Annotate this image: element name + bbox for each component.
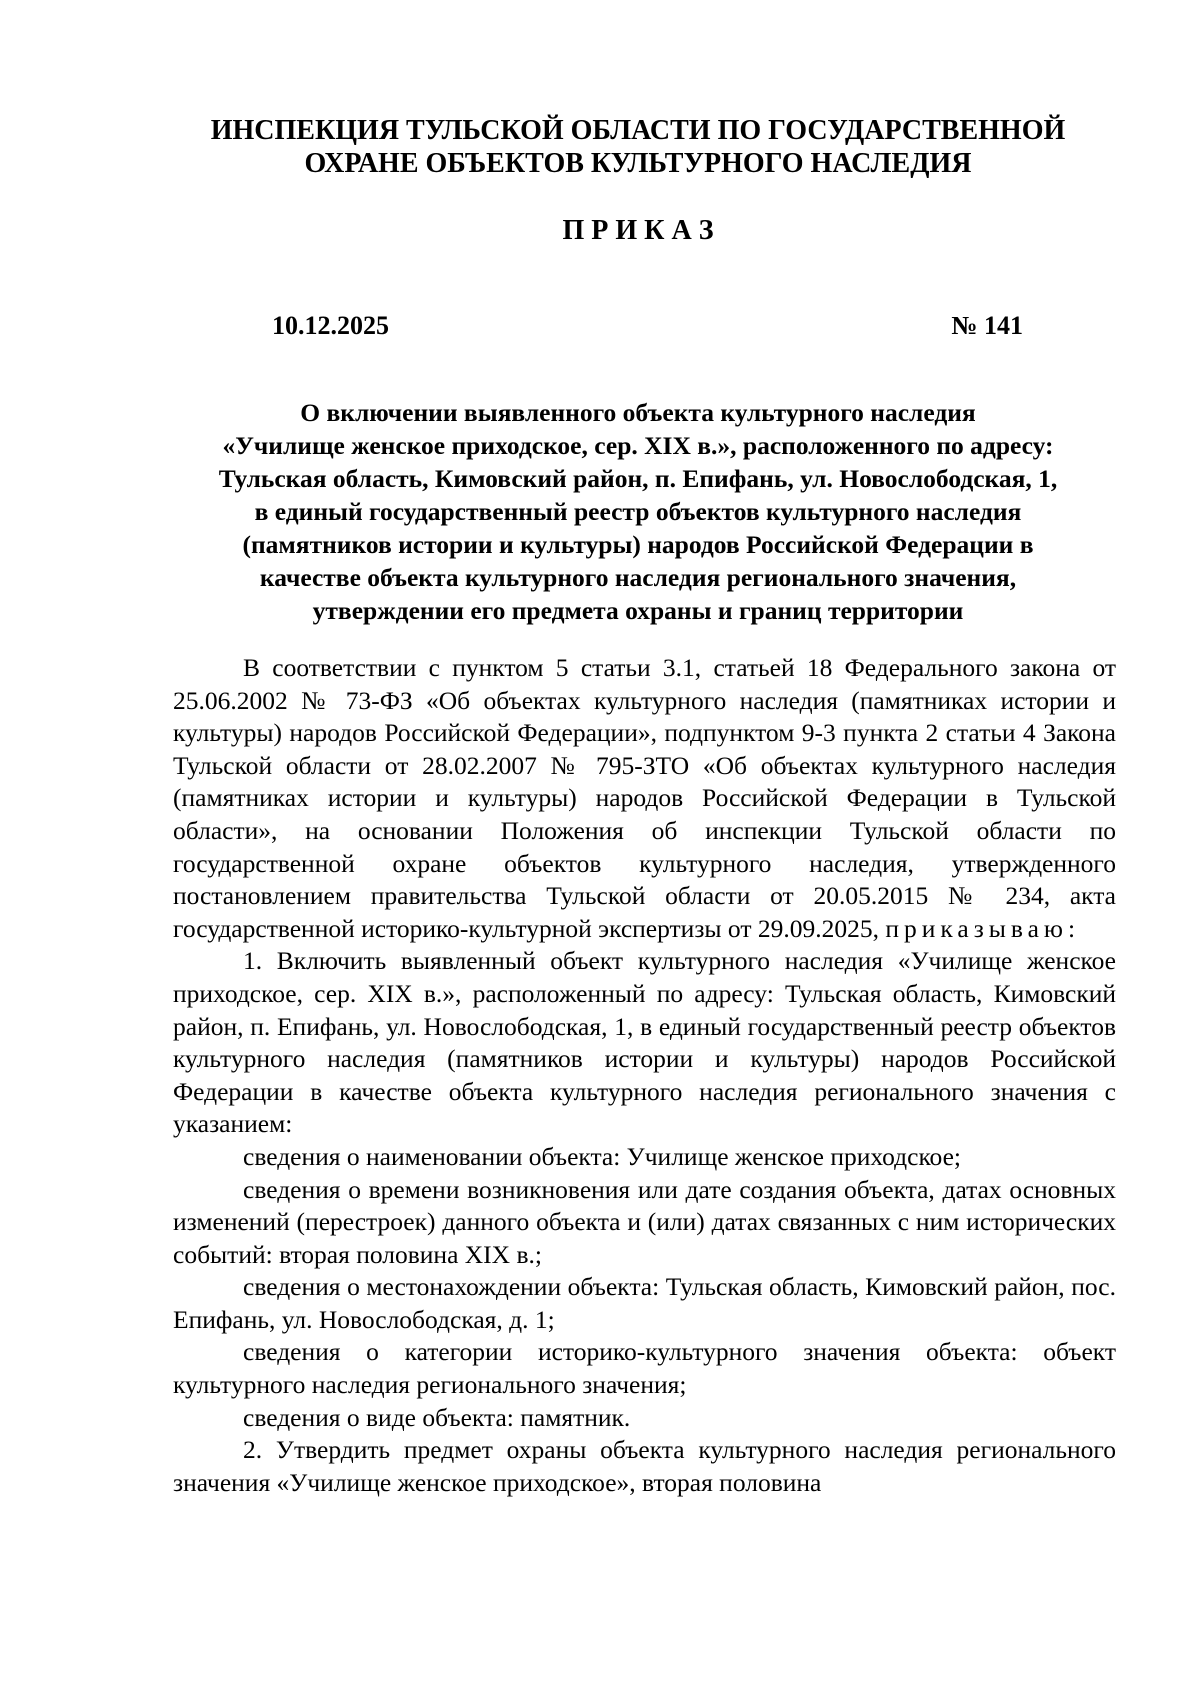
- title-line: качестве объекта культурного наследия регионального значения,: [259, 563, 1017, 592]
- agency-name-line-2: ОХРАНЕ ОБЪЕКТОВ КУЛЬТУРНОГО НАСЛЕДИЯ: [304, 148, 972, 179]
- order-body: [173, 652, 1116, 1499]
- title-line: «Училище женское приходское, сер. XIX в.», расположенного по адресу:: [222, 431, 1054, 460]
- title-line: утверждении его предмета охраны и границ территории: [312, 596, 964, 625]
- order-title: [160, 396, 1116, 627]
- item-2-paragraph: 2. Утвердить предмет охраны объекта культурного наследия регионального значения «Училище женское приходское», вторая половина: [173, 1435, 1116, 1497]
- order-date: 10.12.2025: [272, 311, 389, 340]
- decree-word: приказываю:: [885, 913, 1081, 943]
- info-name-paragraph: сведения о наименовании объекта: Училище женское приходское;: [243, 1141, 962, 1171]
- info-date-paragraph: сведения о времени возникновения или дате создания объекта, датах основных изменений (перестроек) данного объекта и (или) датах связанных с ним исторических событий: вторая половина XIX в.;: [173, 1174, 1116, 1269]
- preamble-paragraph: [173, 652, 1116, 945]
- preamble-text: В соответствии с пунктом 5 статьи 3.1, статьей 18 Федерального закона от 25.06.2002 № 73-ФЗ «Об объектах культурного наследия (памятниках истории и культуры) народов Российской Федерации», подпунктом 9-3 пункта 2 статьи 4 Закона Тульской области от 28.02.2007 № 795-ЗТО «Об объектах культурного наследия (памятниках истории и культуры) народов Российской Федерации в Тульской области», на основании Положения об инспекции Тульской области по государственной охране объектов культурного наследия, утвержденного постановлением правительства Тульской области от 20.05.2015 № 234, акта государственной историко-культурной экспертизы от 29.09.2025,: [173, 653, 1116, 943]
- agency-name-line-1: ИНСПЕКЦИЯ ТУЛЬСКОЙ ОБЛАСТИ ПО ГОСУДАРСТВЕННОЙ: [210, 115, 1066, 146]
- item-1-paragraph: 1. Включить выявленный объект культурного наследия «Училище женское приходское, сер. XIX в.», расположенный по адресу: Тульская область, Кимовский район, п. Епифань, ул. Новослободская, 1, в единый государственный реестр объектов культурного наследия (памятников истории и культуры) народов Российской Федерации в качестве объекта культурного наследия регионального значения с указанием:: [173, 946, 1116, 1139]
- title-line: О включении выявленного объекта культурного наследия: [300, 398, 976, 427]
- info-category-paragraph: сведения о категории историко-культурного значения объекта: объект культурного наследия регионального значения;: [173, 1337, 1116, 1400]
- agency-name: [160, 114, 1116, 180]
- title-line: (памятников истории и культуры) народов Российской Федерации в: [242, 530, 1034, 559]
- title-line: Тульская область, Кимовский район, п. Епифань, ул. Новослободская, 1,: [218, 464, 1058, 493]
- order-number: № 141: [951, 311, 1023, 340]
- info-type-paragraph: сведения о виде объекта: памятник.: [243, 1402, 631, 1432]
- title-line: в единый государственный реестр объектов культурного наследия: [254, 497, 1022, 526]
- info-location-paragraph: сведения о местонахождении объекта: Тульская область, Кимовский район, пос. Епифань, ул. Новослободская, д. 1;: [173, 1272, 1116, 1334]
- document-type: П Р И К А З: [562, 215, 714, 246]
